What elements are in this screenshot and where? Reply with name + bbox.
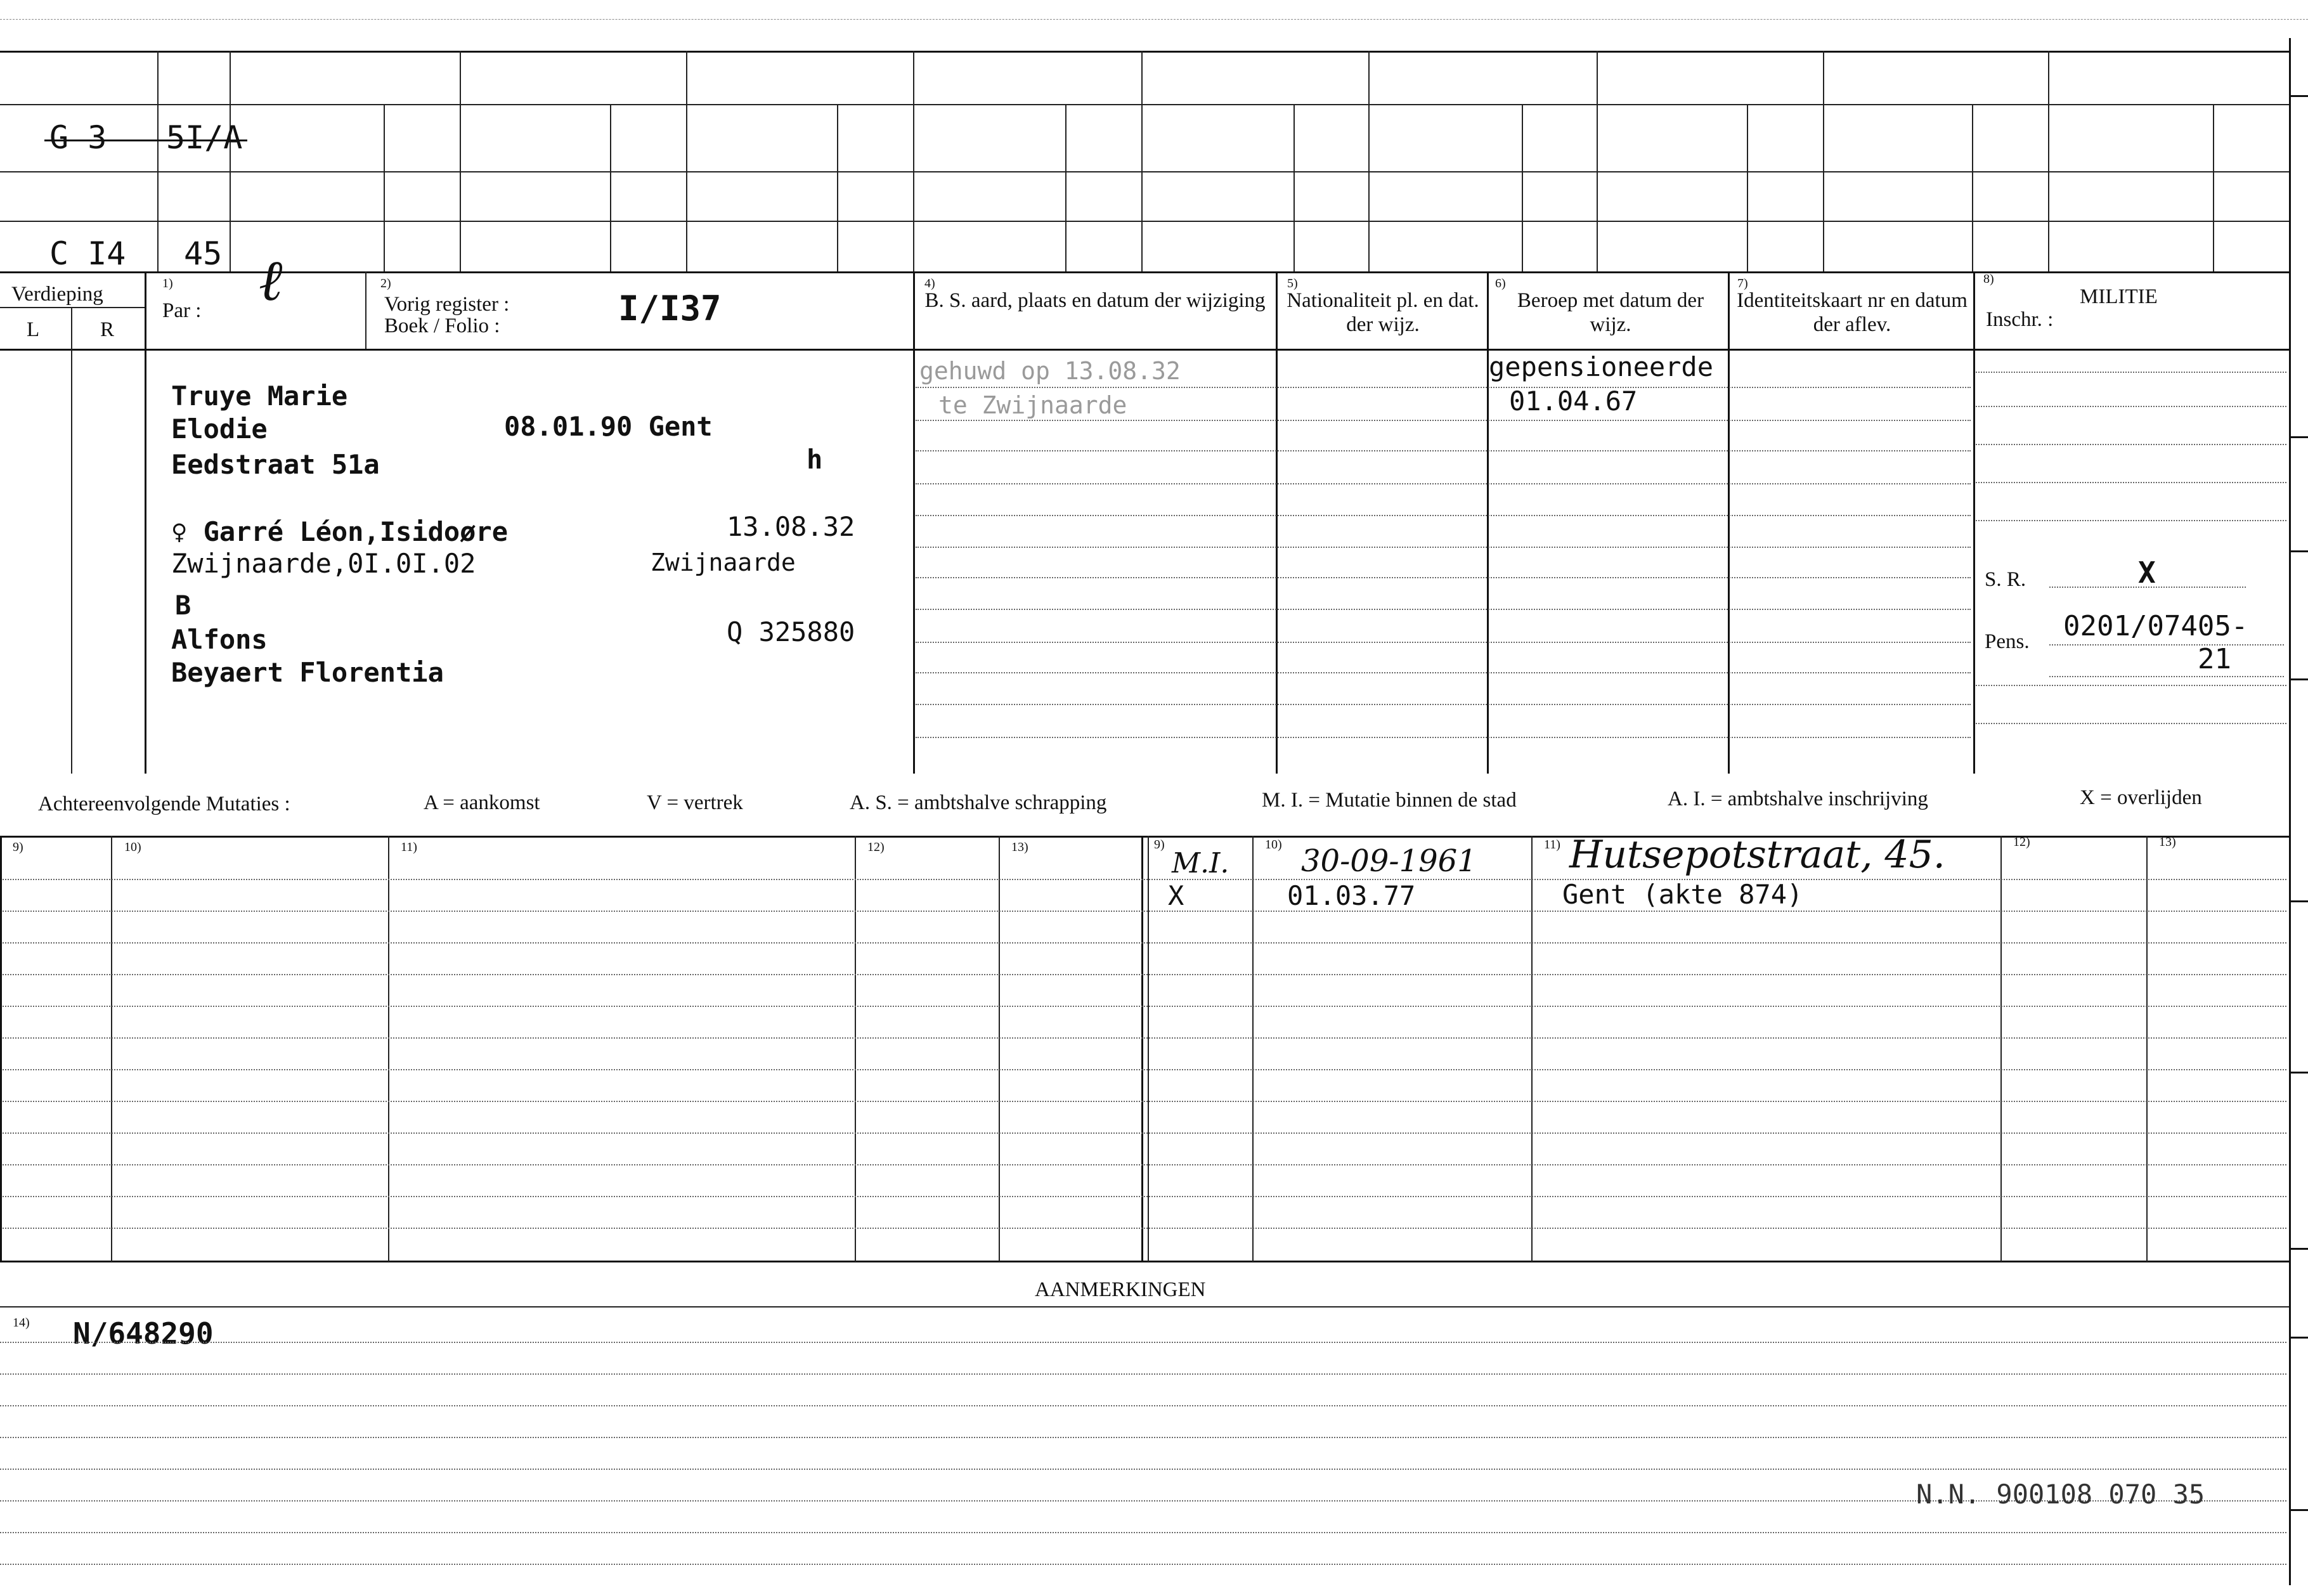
sr-label: S. R. [1985,568,2026,591]
mut-right-n9: 9) [1154,838,1165,852]
mut-right-n13: 13) [2159,835,2176,849]
person-mother: Beyaert Florentia [171,657,444,688]
person-name-line1: Truye Marie [171,380,348,412]
person-father: Alfons [171,624,268,655]
pens-label: Pens. [1985,630,2030,653]
vorig-register-value: I/I37 [618,289,722,328]
identiteitskaart-header: Identiteitskaart nr en datum der aflev. [1737,289,1968,336]
mut-left-n12: 12) [867,840,885,854]
bs-entry-line2: te Zwijnaarde [938,391,1127,419]
remarks-reference: N/648290 [73,1316,214,1351]
mut-right-n12: 12) [2013,835,2030,849]
col-1-number: 1) [162,276,173,290]
person-birth: 08.01.90 Gent [504,411,713,442]
person-spouse-date: 13.08.32 [727,511,855,542]
militie-header: MILITIE [2080,285,2158,308]
boek-folio-label: Boek / Folio : [384,315,500,337]
vorig-register-label: Vorig register : [384,293,510,316]
verdieping-label: Verdieping [11,283,103,306]
mut-left-n9: 9) [13,840,23,854]
mutation-2-type: X [1168,880,1184,911]
legend-title: Achtereenvolgende Mutaties : [38,793,290,815]
mutation-1-date: 30-09-1961 [1301,843,1477,879]
beroep-occupation: gepensioneerde [1489,351,1714,382]
pens-value-line2: 21 [2198,643,2231,675]
remarks-title: AANMERKINGEN [1035,1278,1206,1301]
person-name-line2: Elodie [171,413,268,444]
remarks-number: 14) [13,1316,30,1330]
beroep-header: Beroep met datum der wijz. [1517,289,1704,336]
inschr-label: Inschr. : [1986,308,2054,331]
col-6-number: 6) [1495,276,1506,290]
mutation-1-type: M.I. [1172,847,1229,879]
strike-line [44,139,247,141]
par-label: Par : [162,299,202,322]
legend-x: X = overlijden [2080,786,2202,809]
person-spouse: ♀ Garré Léon,Isidoøre [171,516,509,547]
person-b-line: B [175,590,191,621]
col-4-number: 4) [924,276,935,290]
pens-value-line1: 0201/07405- [2063,610,2248,642]
col-7-number: 7) [1737,276,1748,290]
col-5-number: 5) [1287,276,1298,290]
mutation-1-detail: Hutsepotstraat, 45. [1569,833,1945,877]
col-2-number: 2) [380,276,391,290]
beroep-date: 01.04.67 [1509,386,1638,417]
bs-header: B. S. aard, plaats en datum der wijziging [924,289,1266,312]
sr-value: X [2138,555,2156,590]
top-code-1: G 3 [49,119,107,156]
top-number-2: 45 [184,235,223,272]
nationaliteit-header: Nationaliteit pl. en dat. der wijz. [1287,289,1479,336]
person-id-number: Q 325880 [727,616,855,647]
person-gender: h [807,444,823,475]
mut-right-n11: 11) [1544,838,1560,852]
top-code-2: C I4 [49,235,126,272]
legend-mi: M. I. = Mutatie binnen de stad [1262,789,1517,812]
person-marriage-place: Zwijnaarde [651,548,796,576]
bs-entry-line1: gehuwd op 13.08.32 [919,357,1181,385]
person-address: Eedstraat 51a [171,449,380,480]
nn-number: N.N. 900108 070 35 [1916,1479,2205,1510]
mut-right-n10: 10) [1265,838,1282,852]
top-number-1: 5I/A [166,119,243,156]
legend-ai: A. I. = ambtshalve inschrijving [1668,788,1928,810]
legend-a: A = aankomst [424,791,540,814]
mut-left-n10: 10) [124,840,141,854]
par-signature: ℓ [259,247,283,314]
col-8-number: 8) [1983,272,1994,286]
left-label: L [27,318,40,341]
mut-left-n11: 11) [401,840,417,854]
mut-left-n13: 13) [1011,840,1028,854]
legend-as: A. S. = ambtshalve schrapping [850,791,1107,814]
right-label: R [100,318,115,341]
legend-v: V = vertrek [647,791,743,814]
person-marriage: Zwijnaarde,0I.0I.02 [171,548,476,579]
mutation-2-date: 01.03.77 [1287,880,1416,911]
mutation-2-detail: Gent (akte 874) [1562,879,1803,910]
